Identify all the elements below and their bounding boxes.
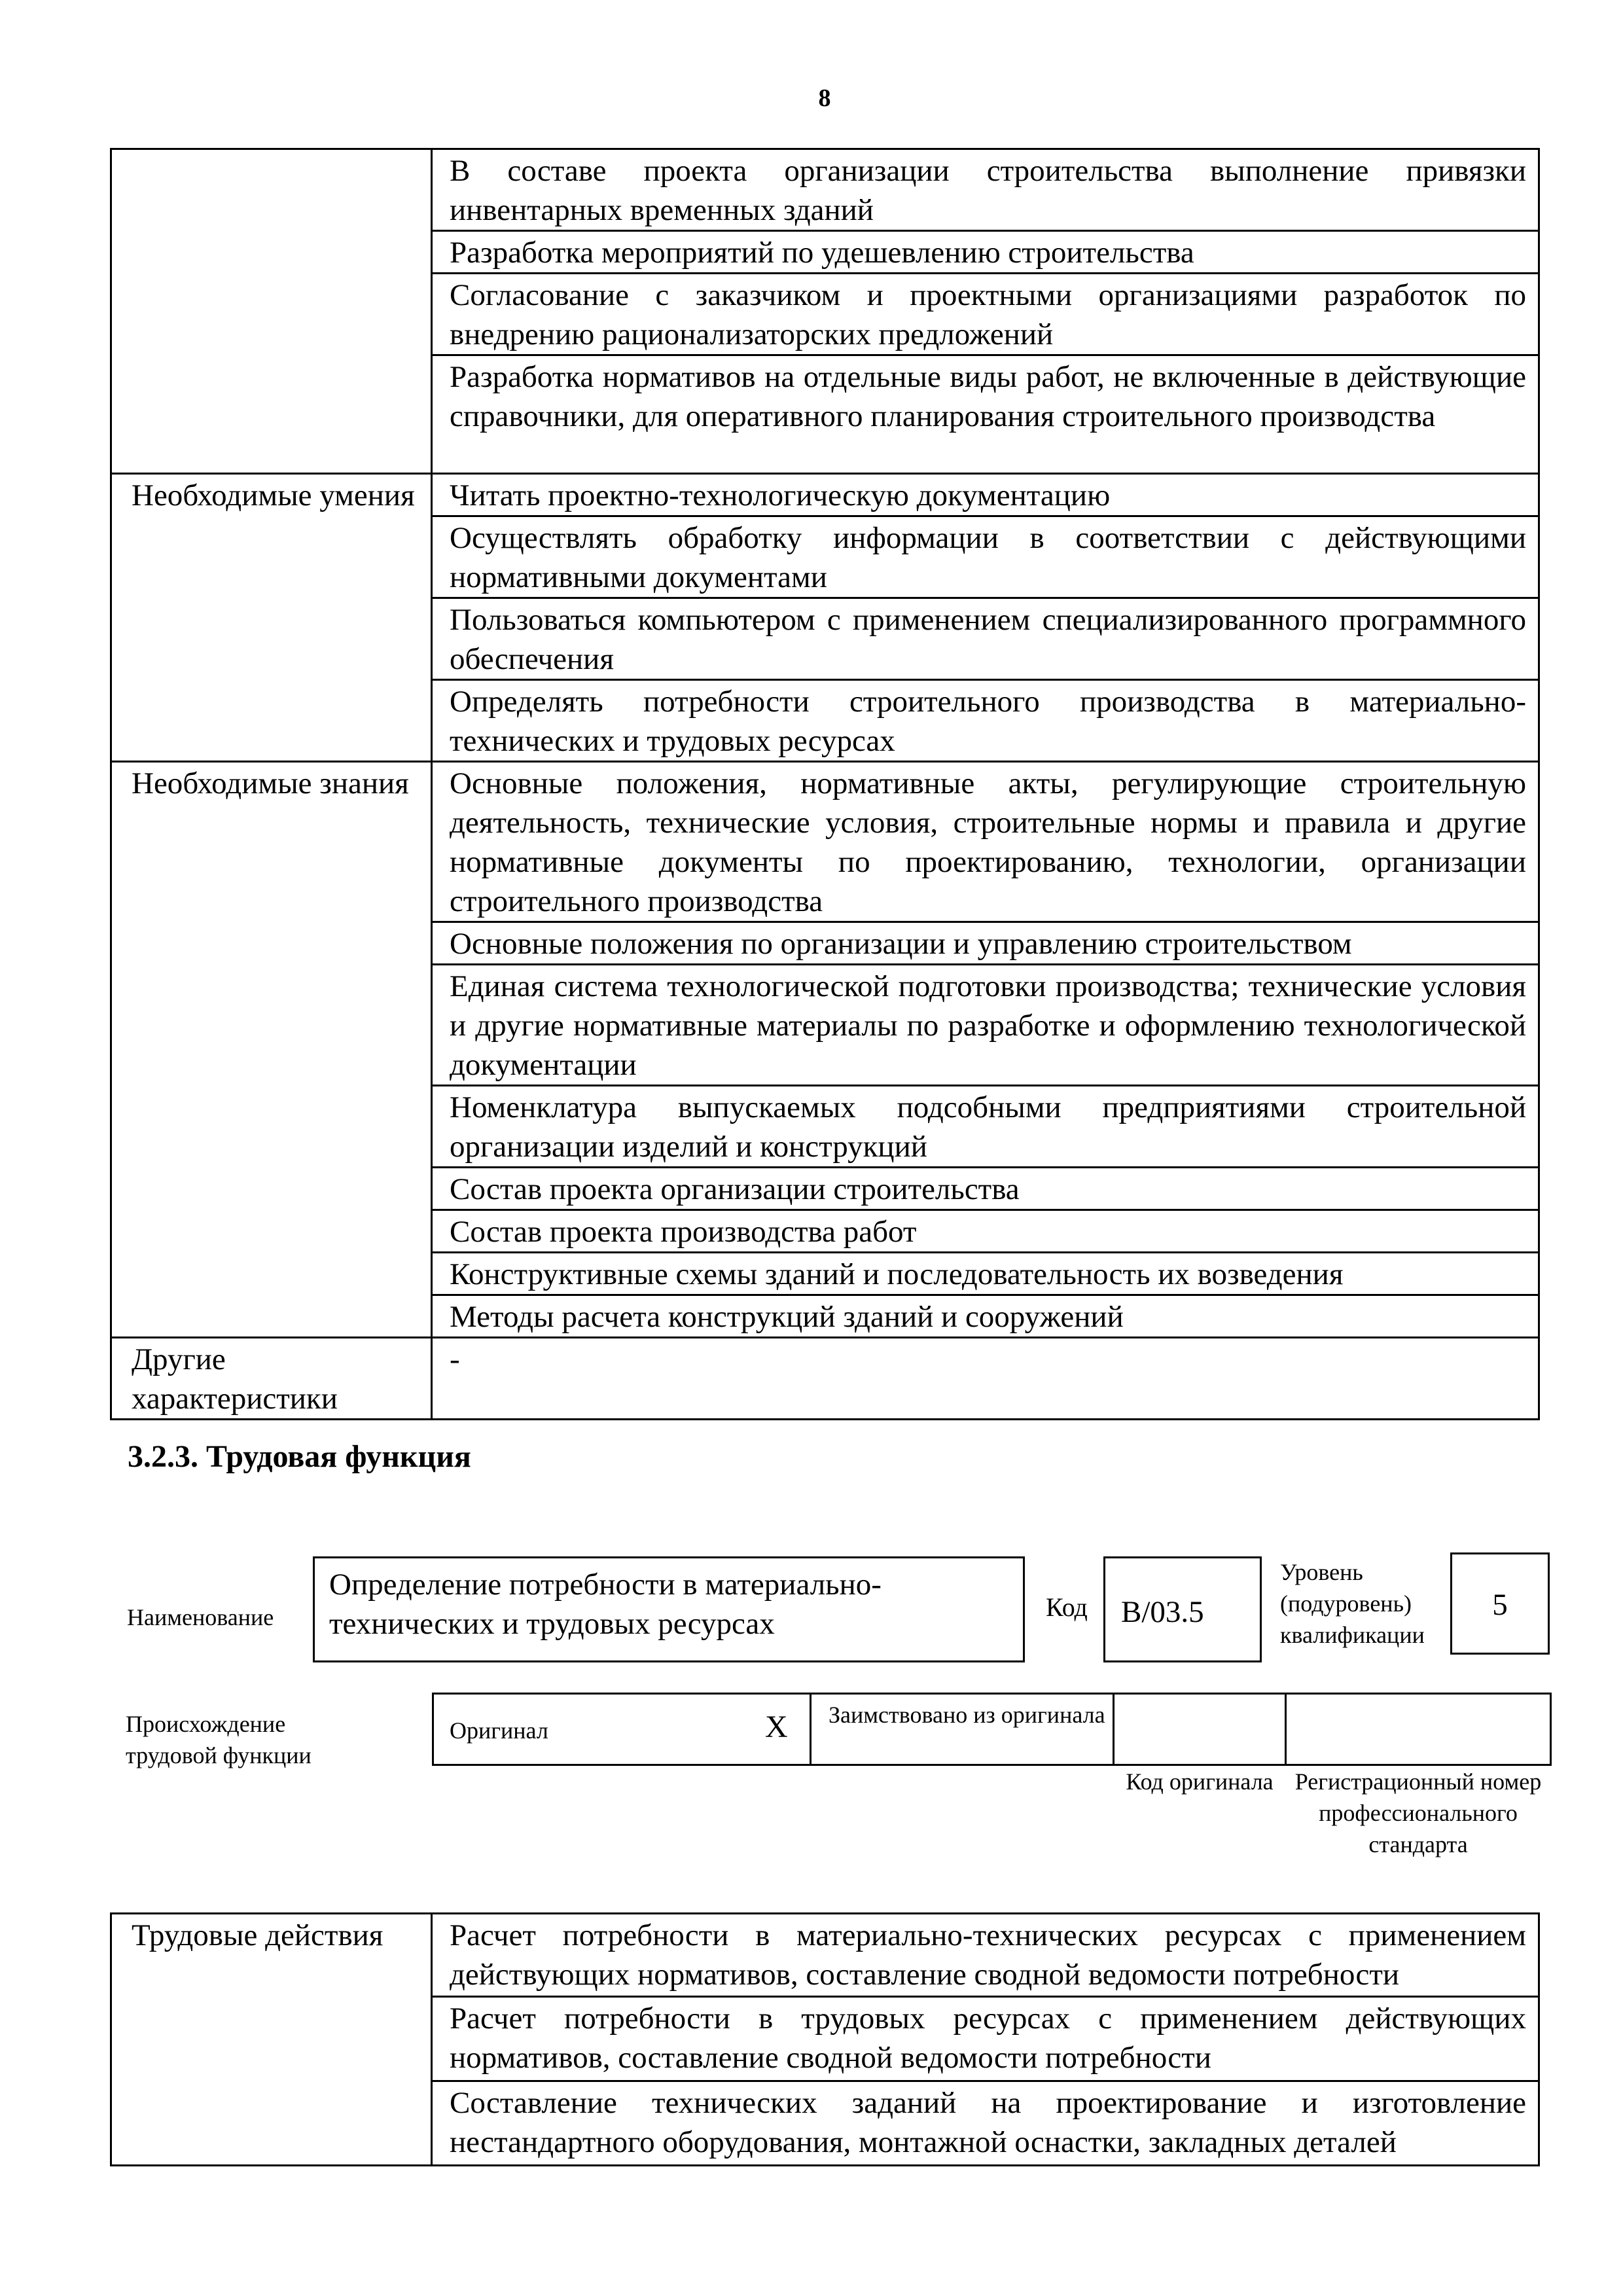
reg-number-label: Регистрационный номер профессионального стандарта [1294, 1768, 1542, 1857]
table-cell: Пользоваться компьютером с применением специализированного программного обеспечения [432, 598, 1539, 680]
table-cell: Читать проектно-технологическую документацию [432, 474, 1539, 516]
code-original-label: Код оригинала [1126, 1768, 1274, 1795]
skills-label: Необходимые умения [111, 474, 432, 762]
original-cell [432, 1693, 812, 1766]
code-label: Код [1046, 1592, 1088, 1622]
knowledge-label: Необходимые знания [111, 762, 432, 1338]
table-row [111, 1338, 1539, 1420]
table-cell: Определять потребности строительного производства в материально-технических и трудовых ресурсах [432, 680, 1539, 762]
table-cell: Состав проекта организации строительства [432, 1168, 1539, 1210]
competency-table [110, 148, 1540, 1420]
original-mark: X [765, 1710, 788, 1744]
page-number: 8 [818, 84, 831, 112]
labor-actions-label: Трудовые действия [111, 1914, 432, 2166]
table-cell: Расчет потребности в трудовых ресурсах с применением действующих нормативов, составление сводной ведомости потребности [432, 1997, 1539, 2081]
table-cell: - [432, 1338, 1539, 1420]
table-cell: Основные положения по организации и управлению строительством [432, 922, 1539, 965]
name-label: Наименование [127, 1604, 274, 1630]
table-cell: Разработка нормативов на отдельные виды работ, не включенные в действующие справочники, для оперативного планирования строительного производства [432, 355, 1539, 474]
table-cell: Номенклатура выпускаемых подсобными предприятиями строительной организации изделий и конструкций [432, 1086, 1539, 1168]
table-cell: Составление технических заданий на проектирование и изготовление нестандартного оборудования, монтажной оснастки, закладных деталей [432, 2081, 1539, 2166]
table-row [111, 762, 1539, 922]
borrowed-cell: Заимствовано из оригинала [810, 1693, 1115, 1766]
table-cell: Согласование с заказчиком и проектными организациями разработок по внедрению рационализаторских предложений [432, 274, 1539, 355]
table-cell: Конструктивные схемы зданий и последовательность их возведения [432, 1253, 1539, 1295]
table-cell: Осуществлять обработку информации в соответствии с действующими нормативными документами [432, 516, 1539, 598]
labor-actions-table [110, 1912, 1540, 2166]
original-label: Оригинал [450, 1717, 548, 1744]
table-cell: Единая система технологической подготовки производства; технические условия и другие нормативные материалы по разработке и оформлению технологической документации [432, 965, 1539, 1086]
table-cell: Состав проекта производства работ [432, 1210, 1539, 1253]
level-value: 5 [1450, 1552, 1550, 1655]
code-original-cell [1113, 1693, 1287, 1766]
table-cell: Основные положения, нормативные акты, регулирующие строительную деятельность, технические условия, строительные нормы и правила и другие нормативные документы по проектированию, технологии, организации строительного производства [432, 762, 1539, 922]
other-label: Другие характеристики [111, 1338, 432, 1420]
table-row [111, 474, 1539, 516]
table-row [111, 1914, 1539, 1997]
table-cell: Методы расчета конструкций зданий и сооружений [432, 1295, 1539, 1338]
level-label: Уровень (подуровень) квалификации [1280, 1559, 1425, 1648]
reg-number-cell [1285, 1693, 1552, 1766]
table-row [111, 149, 1539, 231]
row-label [111, 149, 432, 474]
table-cell: В составе проекта организации строительства выполнение привязки инвентарных временных зданий [432, 149, 1539, 231]
code-value: В/03.5 [1103, 1556, 1262, 1662]
origin-label: Происхождение трудовой функции [126, 1711, 312, 1768]
section-heading: 3.2.3. Трудовая функция [128, 1439, 471, 1474]
table-cell: Расчет потребности в материально-технических ресурсах с применением действующих нормативов, составление сводной ведомости потребности [432, 1914, 1539, 1997]
function-name-box: Определение потребности в материально-технических и трудовых ресурсах [313, 1556, 1025, 1662]
table-cell: Разработка мероприятий по удешевлению строительства [432, 231, 1539, 274]
